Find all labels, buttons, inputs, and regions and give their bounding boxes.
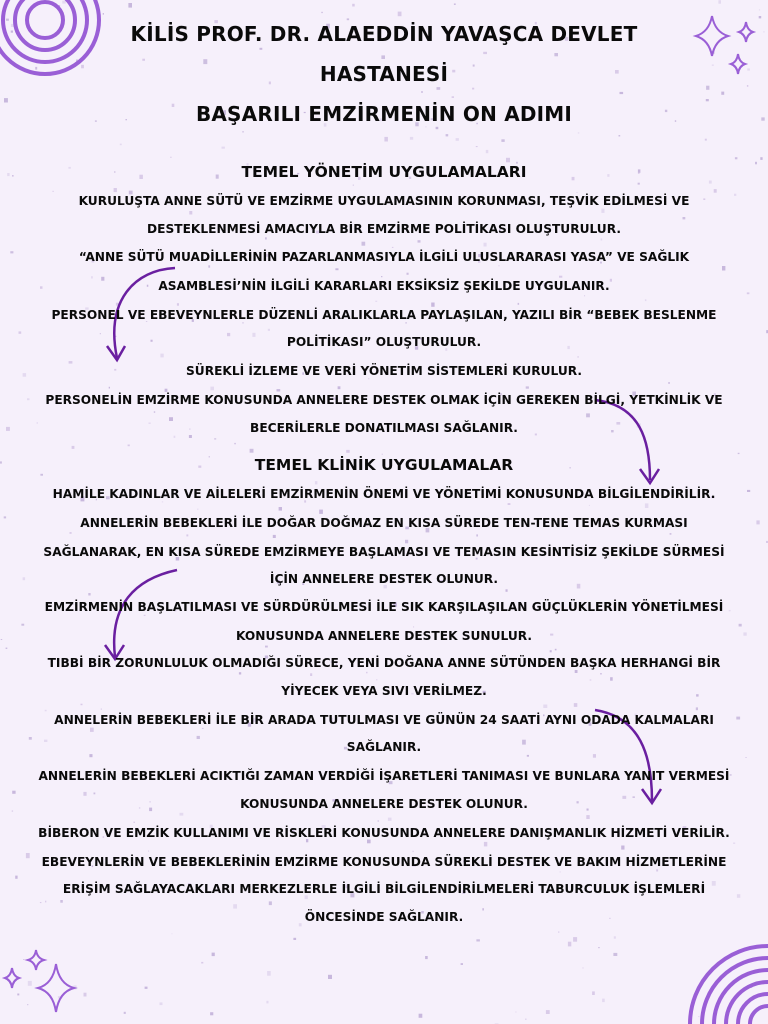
speckle (6, 648, 8, 649)
speckle (362, 242, 366, 246)
text-line: ANNELERİN BEBEKLERİ ACIKTIĞI ZAMAN VERDİĞİ İŞARETLERİ TANIMASI VE BUNLARA YANIT VERMESİ (38, 769, 730, 783)
speckle (722, 266, 725, 271)
concentric-circles-bottom-right-decoration (688, 930, 768, 1024)
text-line: PERSONEL VE EBEVEYNLERLE DÜZENLİ ARALIKLARLA PAYLAŞILAN, YAZILI BİR “BEBEK BESLENME (51, 308, 717, 322)
speckle (419, 1014, 423, 1018)
text-line: POLİTİKASI” OLUŞTURULUR. (286, 335, 482, 349)
speckle (619, 135, 621, 137)
text-line: SAĞLANIR. (346, 740, 422, 754)
speckle (210, 387, 214, 391)
text-line: BECERİLERLE DONATILMASI SAĞLANIR. (250, 421, 518, 435)
speckle (515, 1012, 516, 1013)
speckle (407, 273, 409, 275)
speckle (154, 411, 155, 413)
speckle (171, 934, 172, 935)
speckle (456, 138, 459, 141)
speckle (574, 703, 578, 707)
speckle (180, 813, 184, 816)
speckle (189, 211, 192, 215)
speckle (376, 679, 377, 680)
text-line: ÖNCESİNDE SAĞLANIR. (304, 910, 464, 924)
speckle (315, 481, 318, 484)
speckle (546, 1010, 550, 1014)
speckle (733, 843, 735, 844)
speckle (638, 183, 640, 185)
speckle (201, 962, 203, 964)
text-line: TIBBİ BİR ZORUNLULUK OLMADIĞI SÜRECE, YENİ DOĞANA ANNE SÜTÜNDEN BAŞKA HERHANGİ BİR (47, 656, 721, 670)
speckle (573, 937, 577, 942)
speckle (583, 968, 584, 969)
speckle (589, 505, 590, 506)
speckle (145, 987, 148, 989)
page-title-line-2: HASTANESİ (319, 62, 449, 86)
speckle (745, 757, 746, 758)
speckle (346, 450, 350, 453)
text-line: ANNELERİN BEBEKLERİ İLE BİR ARADA TUTULMASI VE GÜNÜN 24 SAATİ AYNI ODADA KALMALARI (54, 713, 714, 727)
speckle (526, 386, 529, 388)
sparkles-bottom-left-decoration (0, 940, 80, 1024)
speckle (518, 303, 520, 305)
speckle (568, 942, 571, 947)
speckle (222, 147, 225, 149)
speckle (413, 851, 414, 852)
speckle (81, 704, 83, 706)
speckle (273, 535, 276, 538)
speckle (375, 301, 377, 302)
speckle (328, 975, 332, 979)
page-subtitle: BAŞARILI EMZİRMENİN ON ADIMI (195, 102, 573, 126)
speckle (15, 876, 17, 879)
speckle (250, 449, 254, 453)
speckle (613, 953, 617, 956)
speckle (421, 91, 423, 93)
speckle (645, 503, 649, 508)
speckle (21, 624, 24, 626)
speckle (696, 707, 698, 710)
speckle (398, 12, 402, 17)
speckle (128, 445, 130, 447)
speckle (214, 438, 216, 439)
text-line: DESTEKLENMESİ AMACIYLA BİR EMZİRME POLİTİKASI OLUŞTURULUR. (147, 222, 621, 236)
speckle (72, 446, 75, 449)
speckle (600, 673, 602, 674)
speckle (620, 92, 624, 94)
speckle (128, 3, 132, 8)
text-line: KURULUŞTA ANNE SÜTÜ VE EMZİRME UYGULAMASININ KORUNMASI, TEŞVİK EDİLMESİ VE (78, 194, 690, 208)
speckle (486, 150, 489, 153)
speckle (483, 52, 487, 54)
text-line: ANNELERİN BEBEKLERİ İLE DOĞAR DOĞMAZ EN KISA SÜREDE TEN-TENE TEMAS KURMASI (80, 516, 688, 530)
text-line: SAĞLANARAK, EN KISA SÜREDE EMZİRMEYE BAŞLAMASI VE TEMASIN KESİNTİSİZ ŞEKİLDE SÜRMESİ (43, 545, 725, 559)
speckle (210, 1012, 213, 1015)
speckle (45, 901, 46, 903)
speckle (645, 299, 647, 301)
speckle (590, 679, 592, 681)
speckle (602, 999, 605, 1003)
speckle (738, 453, 740, 454)
speckle (120, 144, 122, 146)
speckle (338, 386, 341, 389)
speckle (234, 443, 235, 444)
speckle (186, 534, 188, 536)
speckle (279, 507, 282, 511)
speckle (584, 296, 585, 297)
text-line: HAMİLE KADINLAR VE AİLELERİ EMZİRMENİN ÖNEMİ VE YÖNETİMİ KONUSUNDA BİLGİLENDİRİLİR. (52, 487, 716, 501)
speckle (242, 131, 244, 132)
speckle (239, 672, 241, 674)
text-line: SÜREKLİ İZLEME VE VERİ YÖNETİM SİSTEMLERİ KURULUR. (186, 364, 582, 378)
curved-arrow-2-icon (590, 395, 670, 490)
speckle (555, 649, 557, 651)
speckle (614, 936, 616, 938)
speckle (425, 956, 428, 959)
speckle (508, 503, 511, 505)
text-line: EMZİRMENİN BAŞLATILMASI VE SÜRDÜRÜLMESİ İLE SIK KARŞILAŞILAN GÜÇLÜKLERİN YÖNETİLMESİ (44, 600, 724, 614)
speckle (578, 132, 580, 133)
speckle (543, 705, 547, 709)
page-title-line-1: KİLİS PROF. DR. ALAEDDİN YAVAŞCA DEVLET (130, 22, 638, 46)
speckle (721, 92, 724, 95)
speckle (592, 991, 595, 995)
speckle (60, 900, 63, 903)
speckle (384, 137, 388, 142)
speckle (212, 953, 215, 957)
speckle (170, 157, 171, 158)
speckle (101, 708, 102, 710)
speckle (554, 53, 558, 56)
speckle (598, 947, 599, 948)
speckle (735, 157, 738, 159)
speckle (446, 134, 449, 136)
speckle (484, 842, 487, 847)
section-heading-management: TEMEL YÖNETİM UYGULAMALARI (241, 163, 527, 181)
speckle (418, 240, 421, 242)
speckle (40, 902, 42, 903)
text-line: PERSONELİN EMZİRME KONUSUNDA ANNELERE DESTEK OLMAK İÇİN GEREKEN BİLGİ, YETKİNLİK VE (45, 393, 723, 407)
speckle (601, 238, 603, 240)
section-heading-clinical: TEMEL KLİNİK UYGULAMALAR (254, 456, 514, 474)
speckle (501, 139, 504, 142)
speckle (148, 851, 149, 852)
speckle (506, 589, 508, 592)
speckle (353, 185, 354, 186)
speckle (160, 1002, 163, 1005)
speckle (476, 939, 480, 941)
speckle (352, 4, 355, 7)
speckle (388, 818, 392, 821)
speckle (134, 822, 135, 823)
speckle (670, 533, 672, 534)
speckle (454, 4, 456, 5)
text-line: EBEVEYNLERİN VE BEBEKLERİNİN EMZİRME KONUSUNDA SÜREKLİ DESTEK VE BAKIM HİZMETLERİNE (41, 855, 727, 869)
text-line: BİBERON VE EMZİK KULLANIMI VE RİSKLERİ KONUSUNDA ANNELERE DANIŞMANLIK HİZMETİ VERİLİR. (38, 826, 730, 840)
speckle (461, 963, 463, 965)
speckle (366, 672, 367, 674)
speckle (197, 509, 198, 510)
speckle (550, 650, 552, 652)
text-line: KONUSUNDA ANNELERE DESTEK OLUNUR. (240, 797, 528, 811)
speckle (718, 0, 721, 4)
speckle (266, 1001, 268, 1004)
speckle (378, 820, 379, 821)
speckle (476, 534, 478, 536)
text-line: ERİŞİM SAĞLAYACAKLARI MERKEZLERLE İLGİLİ BİLGİLENDİRİLMELERİ TABURCULUK İŞLEMLERİ (62, 882, 706, 896)
speckle (265, 646, 268, 648)
text-line: ASAMBLESİ’NİN İLGİLİ KARARLARI EKSİKSİZ ŞEKİLDE UYGULANIR. (158, 279, 610, 293)
speckle (109, 387, 110, 389)
speckle (269, 901, 272, 905)
speckle (12, 791, 15, 794)
speckle (610, 677, 613, 681)
speckle (484, 243, 487, 247)
text-line: KONUSUNDA ANNELERE DESTEK SUNULUR. (235, 629, 532, 643)
speckle (268, 329, 270, 331)
speckle (705, 139, 707, 141)
speckle (621, 846, 624, 850)
speckle (668, 382, 670, 384)
speckle (586, 815, 589, 819)
speckle (70, 532, 72, 534)
speckle (560, 872, 561, 873)
speckle (335, 268, 338, 270)
text-line: “ANNE SÜTÜ MUADİLLERİNİN PAZARLANMASIYLA İLGİLİ ULUSLARARASI YASA” VE SAĞLIK (78, 250, 690, 264)
text-line: YİYECEK VEYA SIVI VERİLMEZ. (281, 684, 487, 698)
speckle (310, 673, 312, 676)
speckle (124, 1012, 126, 1014)
speckle (760, 157, 762, 160)
speckle (321, 12, 322, 13)
speckle (410, 137, 413, 140)
speckle (558, 931, 559, 933)
speckle (84, 993, 87, 997)
speckle (88, 593, 90, 596)
speckle (293, 938, 296, 940)
speckle (267, 971, 271, 976)
speckle (476, 146, 478, 147)
text-line: İÇİN ANNELERE DESTEK OLUNUR. (269, 572, 499, 586)
speckle (525, 1019, 526, 1020)
speckle (577, 357, 578, 358)
